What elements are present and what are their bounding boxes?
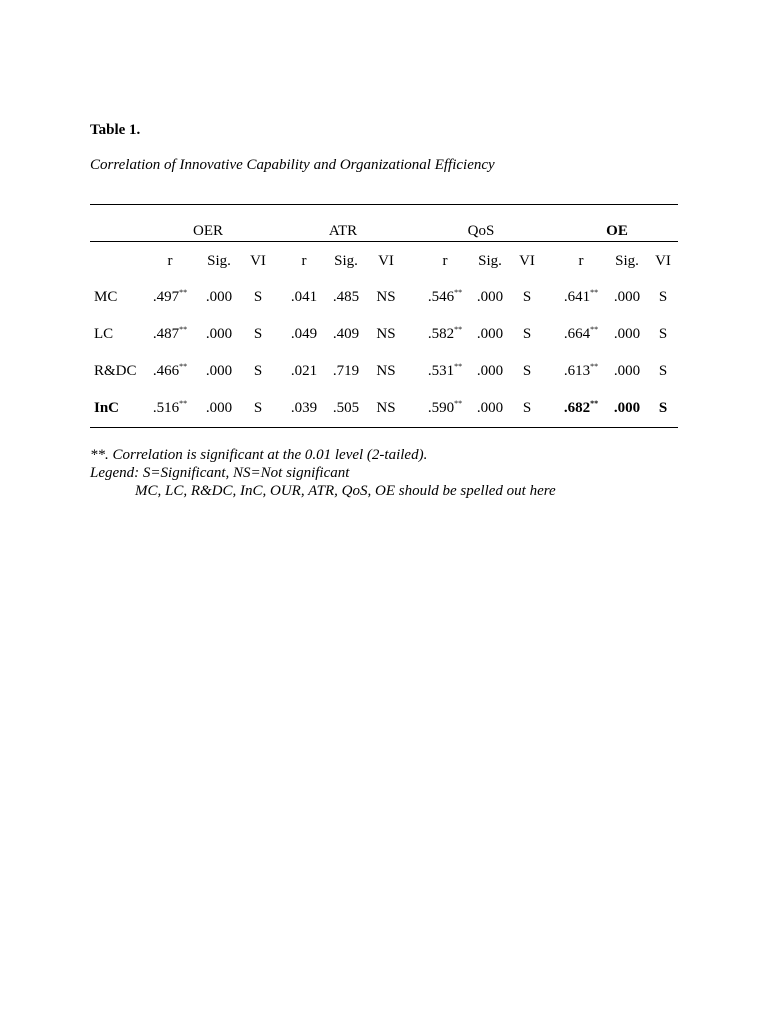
r-value: .041 bbox=[290, 289, 318, 305]
cell-vi: NS bbox=[376, 363, 396, 379]
r-value: .590 bbox=[427, 400, 455, 416]
column-header-r: r bbox=[578, 253, 584, 269]
cell-vi: S bbox=[522, 289, 532, 305]
r-value: .641 bbox=[563, 289, 591, 305]
cell-sig: .000 bbox=[476, 400, 504, 416]
column-header-r: r bbox=[301, 253, 307, 269]
row-label: LC bbox=[94, 326, 114, 342]
cell-vi: NS bbox=[376, 400, 396, 416]
cell-sig: .000 bbox=[205, 289, 233, 305]
column-header-sig: Sig. bbox=[615, 253, 639, 269]
significance-mark: ** bbox=[454, 399, 463, 408]
cell-r bbox=[153, 363, 187, 380]
cell-r bbox=[291, 363, 317, 380]
r-value: .664 bbox=[563, 326, 591, 342]
column-header-sig: Sig. bbox=[207, 253, 231, 269]
r-value: .487 bbox=[152, 326, 180, 342]
legend-note: Legend: S=Significant, NS=Not significant bbox=[90, 465, 350, 481]
table-label: Table 1. bbox=[90, 122, 141, 138]
r-value: .531 bbox=[427, 363, 455, 379]
cell-vi: S bbox=[658, 363, 668, 379]
significance-mark: ** bbox=[179, 399, 188, 408]
cell-r bbox=[153, 326, 187, 343]
cell-sig: .000 bbox=[613, 326, 641, 342]
cell-vi: S bbox=[253, 400, 263, 416]
cell-r bbox=[291, 326, 317, 343]
cell-sig: .000 bbox=[476, 363, 504, 379]
column-header-r: r bbox=[442, 253, 448, 269]
cell-sig: .485 bbox=[332, 289, 360, 305]
cell-vi: NS bbox=[376, 289, 396, 305]
group-header-oe: OE bbox=[606, 223, 628, 239]
cell-sig: .409 bbox=[332, 326, 360, 342]
cell-vi: S bbox=[253, 363, 263, 379]
cell-r bbox=[564, 326, 598, 343]
column-header-r: r bbox=[167, 253, 173, 269]
cell-r bbox=[153, 400, 187, 417]
cell-sig: .000 bbox=[613, 289, 641, 305]
cell-r bbox=[291, 400, 317, 417]
significance-mark: ** bbox=[179, 362, 188, 371]
cell-sig: .719 bbox=[332, 363, 360, 379]
column-header-sig: Sig. bbox=[334, 253, 358, 269]
cell-sig: .000 bbox=[205, 363, 233, 379]
cell-sig: .000 bbox=[476, 326, 504, 342]
r-value: .049 bbox=[290, 326, 318, 342]
cell-vi: S bbox=[658, 289, 668, 305]
cell-sig: .000 bbox=[613, 400, 641, 416]
column-header-sig: Sig. bbox=[478, 253, 502, 269]
cell-sig: .000 bbox=[613, 363, 641, 379]
cell-sig: .000 bbox=[205, 400, 233, 416]
significance-mark: ** bbox=[454, 288, 463, 297]
cell-vi: NS bbox=[376, 326, 396, 342]
significance-note: **. Correlation is significant at the 0.01 level (2-tailed). bbox=[90, 447, 428, 463]
cell-r bbox=[291, 289, 317, 306]
table-header-rule bbox=[90, 241, 678, 242]
cell-vi: S bbox=[253, 289, 263, 305]
significance-mark: ** bbox=[179, 325, 188, 334]
group-header-oer: OER bbox=[193, 223, 223, 239]
group-header-atr: ATR bbox=[328, 223, 358, 239]
r-value: .021 bbox=[290, 363, 318, 379]
row-label: InC bbox=[94, 400, 120, 416]
table-caption: Correlation of Innovative Capability and Organizational Efficiency bbox=[90, 157, 495, 173]
significance-mark: ** bbox=[454, 325, 463, 334]
r-value: .682 bbox=[563, 400, 591, 416]
cell-vi: S bbox=[522, 400, 532, 416]
cell-vi: S bbox=[658, 326, 668, 342]
significance-mark: ** bbox=[179, 288, 188, 297]
r-value: .613 bbox=[563, 363, 591, 379]
r-value: .546 bbox=[427, 289, 455, 305]
cell-r bbox=[428, 400, 462, 417]
cell-sig: .000 bbox=[205, 326, 233, 342]
row-label: R&DC bbox=[94, 363, 137, 379]
cell-r bbox=[428, 289, 462, 306]
cell-r bbox=[564, 363, 598, 380]
abbreviation-note: MC, LC, R&DC, InC, OUR, ATR, QoS, OE should be spelled out here bbox=[135, 483, 556, 499]
table-bottom-rule bbox=[90, 427, 678, 428]
r-value: .039 bbox=[290, 400, 318, 416]
cell-vi: S bbox=[253, 326, 263, 342]
r-value: .466 bbox=[152, 363, 180, 379]
cell-r bbox=[428, 363, 462, 380]
significance-mark: ** bbox=[590, 399, 599, 408]
column-header-vi: VI bbox=[519, 253, 535, 269]
cell-r bbox=[153, 289, 187, 306]
r-value: .582 bbox=[427, 326, 455, 342]
cell-sig: .505 bbox=[332, 400, 360, 416]
significance-mark: ** bbox=[590, 362, 599, 371]
significance-mark: ** bbox=[590, 288, 599, 297]
table-top-rule bbox=[90, 204, 678, 205]
group-header-qos: QoS bbox=[467, 223, 495, 239]
r-value: .516 bbox=[152, 400, 180, 416]
r-value: .497 bbox=[152, 289, 180, 305]
column-header-vi: VI bbox=[378, 253, 394, 269]
cell-vi: S bbox=[522, 326, 532, 342]
cell-sig: .000 bbox=[476, 289, 504, 305]
cell-vi: S bbox=[658, 400, 668, 416]
row-label: MC bbox=[94, 289, 118, 305]
significance-mark: ** bbox=[590, 325, 599, 334]
cell-r bbox=[428, 326, 462, 343]
cell-vi: S bbox=[522, 363, 532, 379]
table-notes bbox=[90, 446, 556, 500]
cell-r bbox=[564, 400, 598, 417]
significance-mark: ** bbox=[454, 362, 463, 371]
column-header-vi: VI bbox=[250, 253, 266, 269]
cell-r bbox=[564, 289, 598, 306]
column-header-vi: VI bbox=[655, 253, 671, 269]
